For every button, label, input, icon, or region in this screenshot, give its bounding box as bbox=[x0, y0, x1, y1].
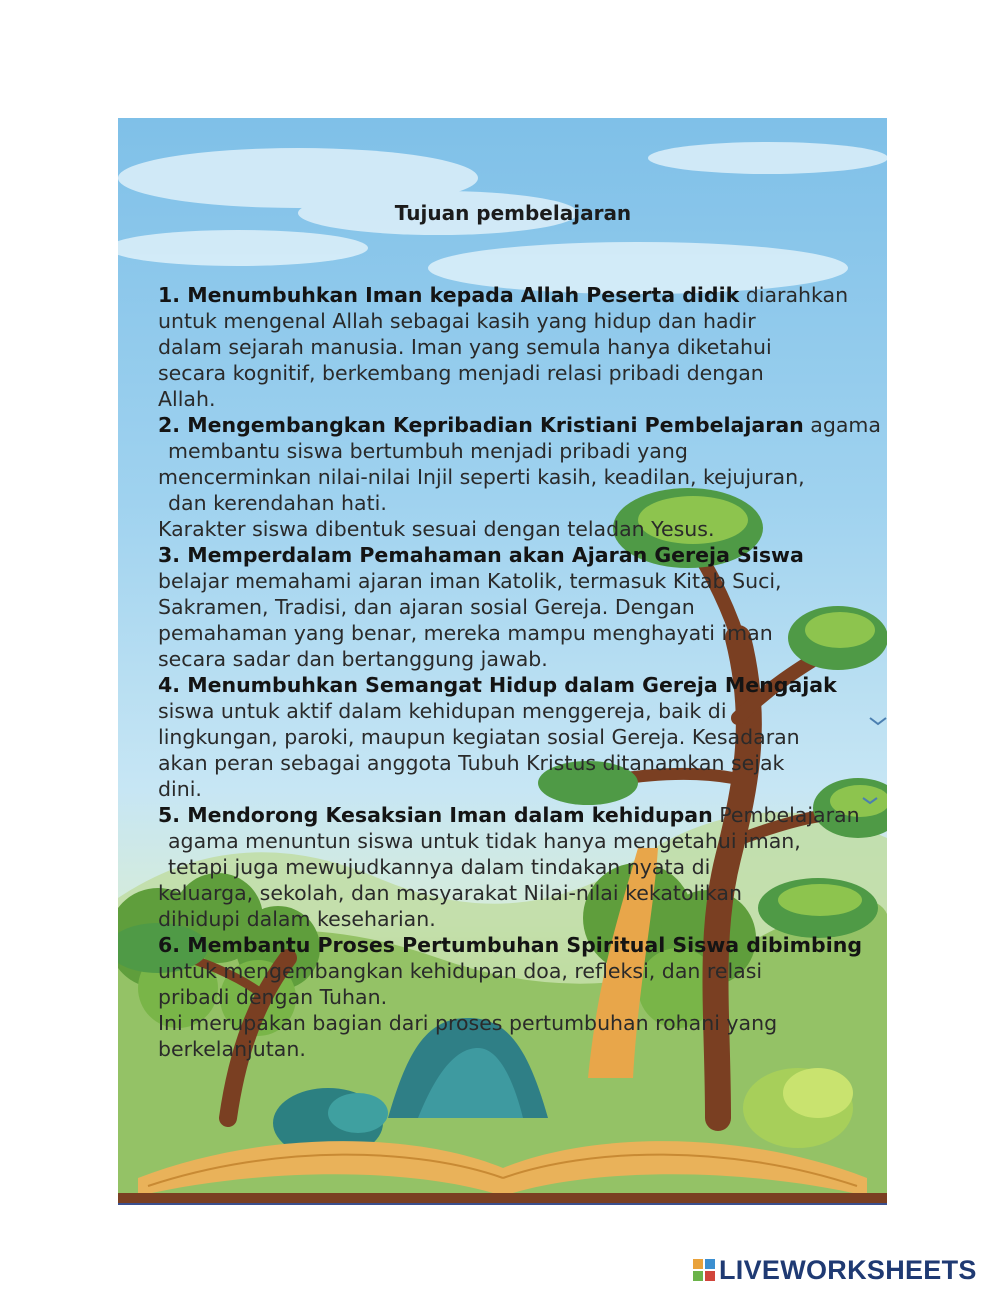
page-title: Tujuan pembelajaran bbox=[394, 201, 632, 225]
objective-text: agama bbox=[803, 413, 881, 437]
logo-square bbox=[705, 1259, 715, 1269]
learning-objectives bbox=[158, 200, 881, 1062]
worksheet-page bbox=[118, 118, 887, 1203]
objective-line: secara kognitif, berkembang menjadi relasi pribadi dengan bbox=[158, 361, 764, 385]
objective-line: secara sadar dan bertanggung jawab. bbox=[158, 647, 548, 671]
objective-line: tetapi juga mewujudkannya dalam tindakan nyata di bbox=[168, 855, 711, 879]
objective-line: Ini merupakan bagian dari proses pertumbuhan rohani yang bbox=[158, 1011, 778, 1035]
objective-heading: 2. Mengembangkan Kepribadian Kristiani Pembelajaran bbox=[158, 413, 804, 437]
objective-heading: 5. Mendorong Kesaksian Iman dalam kehidupan bbox=[158, 803, 713, 827]
objective-line: Karakter siswa dibentuk sesuai dengan teladan Yesus. bbox=[158, 517, 715, 541]
objective-line: Sakramen, Tradisi, dan ajaran sosial Gereja. Dengan bbox=[158, 595, 695, 619]
objective-line: membantu siswa bertumbuh menjadi pribadi yang bbox=[168, 439, 688, 463]
objective-line: Allah. bbox=[158, 387, 216, 411]
liveworksheets-logo-icon bbox=[693, 1259, 715, 1281]
objective-line: mencerminkan nilai-nilai Injil seperti kasih, keadilan, kejujuran, bbox=[158, 465, 805, 489]
objective-line: dini. bbox=[158, 777, 202, 801]
page-border-line bbox=[118, 1203, 887, 1205]
objective-line: belajar memahami ajaran iman Katolik, termasuk Kitab Suci, bbox=[158, 569, 782, 593]
objective-line: pemahaman yang benar, mereka mampu menghayati iman bbox=[158, 621, 773, 645]
objective-line: agama menuntun siswa untuk tidak hanya mengetahui iman, bbox=[168, 829, 801, 853]
objective-line: akan peran sebagai anggota Tubuh Kristus ditanamkan sejak bbox=[158, 751, 785, 775]
objective-item-1 bbox=[158, 282, 868, 412]
objective-heading: 1. Menumbuhkan Iman kepada Allah Peserta didik bbox=[158, 283, 740, 307]
objective-heading: 4. Menumbuhkan Semangat Hidup dalam Gereja Mengajak bbox=[158, 673, 837, 697]
logo-square bbox=[705, 1271, 715, 1281]
objective-heading: 3. Memperdalam Pemahaman akan Ajaran Gereja Siswa bbox=[158, 543, 804, 567]
objective-line: lingkungan, paroki, maupun kegiatan sosial Gereja. Kesadaran bbox=[158, 725, 800, 749]
objective-item-2 bbox=[158, 412, 881, 542]
objective-line: dan kerendahan hati. bbox=[168, 491, 387, 515]
objective-line: dihidupi dalam keseharian. bbox=[158, 907, 436, 931]
objective-line: keluarga, sekolah, dan masyarakat Nilai-nilai kekatolikan bbox=[158, 881, 742, 905]
objective-line: siswa untuk aktif dalam kehidupan menggereja, baik di bbox=[158, 699, 727, 723]
logo-text: LIVEWORKSHEETS bbox=[719, 1254, 977, 1285]
objective-line: untuk mengenal Allah sebagai kasih yang hidup dan hadir bbox=[158, 309, 756, 333]
objective-item-4 bbox=[158, 672, 868, 802]
logo-square bbox=[693, 1259, 703, 1269]
objective-item-5 bbox=[158, 802, 868, 932]
objective-line: pribadi dengan Tuhan. bbox=[158, 985, 388, 1009]
objective-heading: 6. Membantu Proses Pertumbuhan Spiritual Siswa dibimbing bbox=[158, 933, 862, 957]
objective-item-3 bbox=[158, 542, 868, 672]
objective-text: diarahkan bbox=[739, 283, 849, 307]
objective-line: dalam sejarah manusia. Iman yang semula hanya diketahui bbox=[158, 335, 772, 359]
objective-text: Pembelajaran bbox=[712, 803, 860, 827]
objective-item-6 bbox=[158, 932, 868, 1062]
objective-line: untuk mengembangkan kehidupan doa, refleksi, dan relasi bbox=[158, 959, 763, 983]
logo-square bbox=[693, 1271, 703, 1281]
liveworksheets-logo[interactable] bbox=[693, 1255, 977, 1285]
objective-line: berkelanjutan. bbox=[158, 1037, 306, 1061]
